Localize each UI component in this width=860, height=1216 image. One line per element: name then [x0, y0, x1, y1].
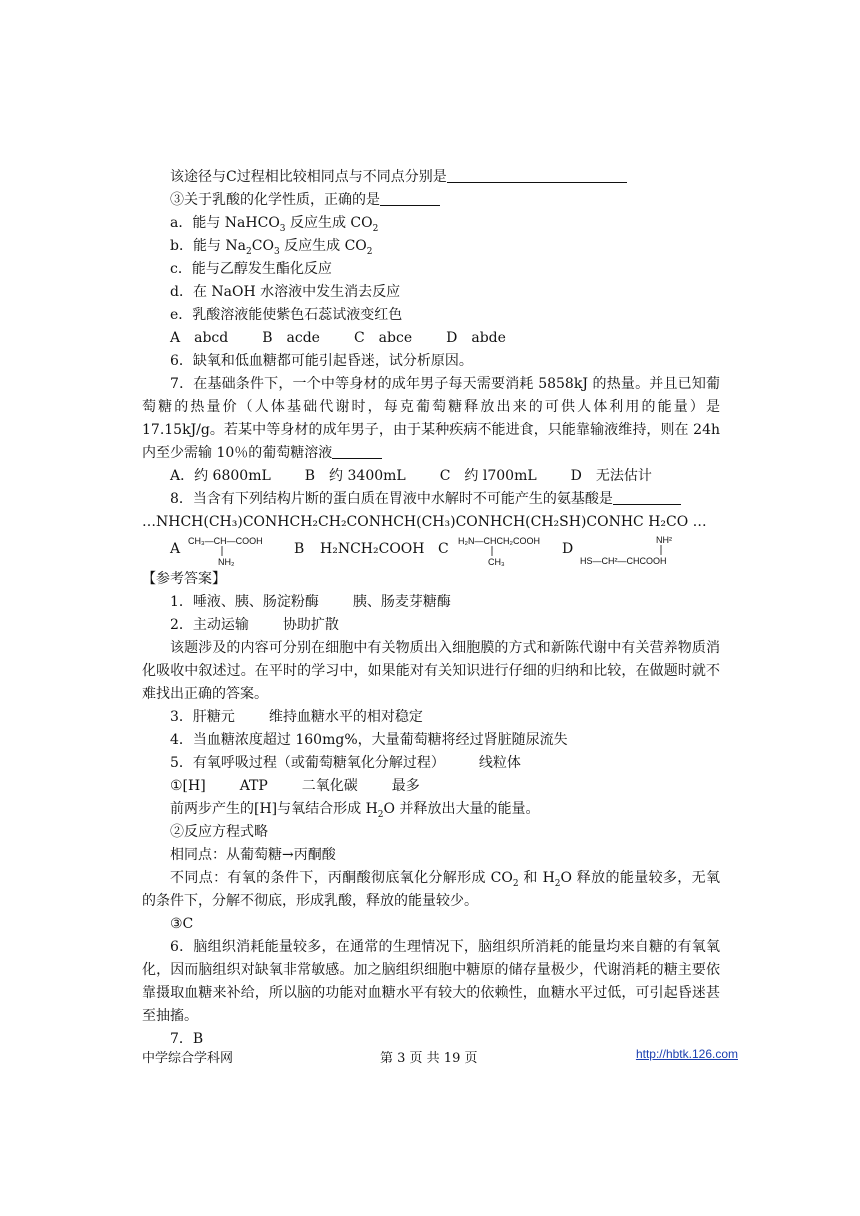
- answer-5-3: ③C: [170, 916, 194, 932]
- option-e: e．乳酸溶液能使紫色石蕊试液变红色: [170, 307, 403, 323]
- choice-c-label: C: [438, 541, 449, 557]
- footer-url-link[interactable]: http://hbtk.126.com: [635, 1047, 738, 1061]
- footer-page-number: 第 3 页 共 19 页: [380, 1051, 478, 1066]
- question-8: 8．当含有下列结构片断的蛋白质在胃液中水解时不可能产生的氨基酸是: [142, 488, 720, 511]
- option-b: b．能与 $Na_2CO_3$ 反应生成 $CO_2$: [170, 238, 373, 257]
- answer-3: 3．肝糖元 维持血糖水平的相对稳定: [170, 709, 423, 725]
- answer-5-2: ②反应方程式略: [170, 824, 268, 840]
- structure-d-main: HS—CH²—CHCOOH: [580, 556, 667, 566]
- answer-5: 5．有氧呼吸过程（或葡萄糖氧化分解过程） 线粒体: [170, 755, 521, 771]
- structure-d: [578, 534, 688, 576]
- q5-compare-line: 该途径与C过程相比较相同点与不同点分别是: [142, 166, 720, 189]
- answer-5-diff: 不同点：有氧的条件下，丙酮酸彻底氧化分解形成 $CO_2$ 和 $H_2O$ 释放的能量较多，无氧的条件下，分解不彻底，形成乳酸，释放的能量较少。: [142, 870, 721, 909]
- page-footer: [142, 1047, 738, 1067]
- q7-choices: A．约 6800mL B 约 3400mL C 约 l700mL D 无法估计: [170, 468, 652, 484]
- option-c: c．能与乙醇发生酯化反应: [170, 261, 332, 277]
- q5-choices: A abcd B acde C abce D abde: [170, 330, 506, 346]
- structure-d-top: NH²: [656, 535, 672, 545]
- choice-a-label: A: [170, 541, 181, 557]
- answer-blank: [613, 490, 681, 505]
- option-d: d．在 NaOH 水溶液中发生消去反应: [170, 284, 401, 300]
- answers-title: 【参考答案】: [142, 571, 226, 587]
- q8-choices: [142, 534, 720, 568]
- answer-blank: [380, 191, 440, 206]
- structure-c: [456, 534, 566, 576]
- answer-7: 7．B: [170, 1031, 204, 1047]
- peptide-chain: …NHCH(CH₃)CONHCH₂CH₂CONHCH(CH₃)CONHCH(CH₂SH)CONHC H₂CO …: [142, 514, 707, 530]
- choice-b-formula: H₂NCH₂COOH: [320, 541, 425, 557]
- choice-d-label: D: [562, 541, 574, 557]
- question-6: 6．缺氧和低血糖都可能引起昏迷，试分析原因。: [170, 353, 473, 369]
- answer-1: 1．唾液、胰、肠淀粉酶 胰、肠麦芽糖酶: [170, 594, 451, 610]
- question-7: 7．在基础条件下，一个中等身材的成年男子每天需要消耗 5858kJ 的热量。并且已知葡萄糖的热量价（人体基础代谢时，每克葡萄糖释放出来的可供人体利用的能量）是 17.15kJ/g。若某中等身材的成年男子，由于某种疾病不能进食，只能靠输液维持，则在 24h 内至少需输 10％的葡萄糖溶液: [142, 376, 720, 461]
- answer-5-1: ①[H] ATP 二氧化碳 最多: [170, 778, 420, 794]
- answer-blank: [332, 444, 382, 459]
- page-content: [142, 166, 720, 1051]
- answer-6: 6．脑组织消耗能量较多，在通常的生理情况下，脑组织所消耗的能量均来自糖的有氧氧化，因而脑组织对缺氧非常敏感。加之脑组织细胞中糖原的储存量极少，代谢消耗的糖主要依靠摄取血糖来补给，所以脑的功能对血糖水平有较大的依赖性，血糖水平过低，可引起昏迷甚至抽搐。: [142, 939, 720, 1024]
- structure-c-sub: CH₃: [488, 557, 505, 567]
- option-a: a．能与 NaHCO$_3$ 反应生成 $CO_2$: [170, 215, 379, 234]
- structure-a: [186, 534, 286, 576]
- q5-3-line: ③关于乳酸的化学性质，正确的是: [142, 189, 720, 212]
- answer-5-1-explanation: 前两步产生的[H]与氧结合形成 $H_2O$ 并释放出大量的能量。: [170, 801, 540, 820]
- answer-2: 2．主动运输 协助扩散: [170, 617, 339, 633]
- answer-2-explanation: 该题涉及的内容可分别在细胞中有关物质出入细胞膜的方式和新陈代谢中有关营养物质消化吸收中叙述过。在平时的学习中，如果能对有关知识进行仔细的归纳和比较，在做题时就不难找出正确的答案。: [142, 640, 720, 702]
- structure-c-main: H₂N—CHCH₂COOH: [458, 536, 540, 546]
- answer-5-same: 相同点：从葡萄糖→丙酮酸: [170, 847, 336, 863]
- answer-4: 4．当血糖浓度超过 160mg%，大量葡萄糖将经过肾脏随尿流失: [170, 732, 568, 748]
- answer-blank: [447, 168, 627, 183]
- choice-b-label: B: [294, 541, 305, 557]
- structure-a-main: CH₃—CH—COOH: [188, 536, 263, 546]
- footer-site: 中学综合学科网: [142, 1051, 234, 1066]
- structure-a-sub: NH₂: [218, 557, 235, 567]
